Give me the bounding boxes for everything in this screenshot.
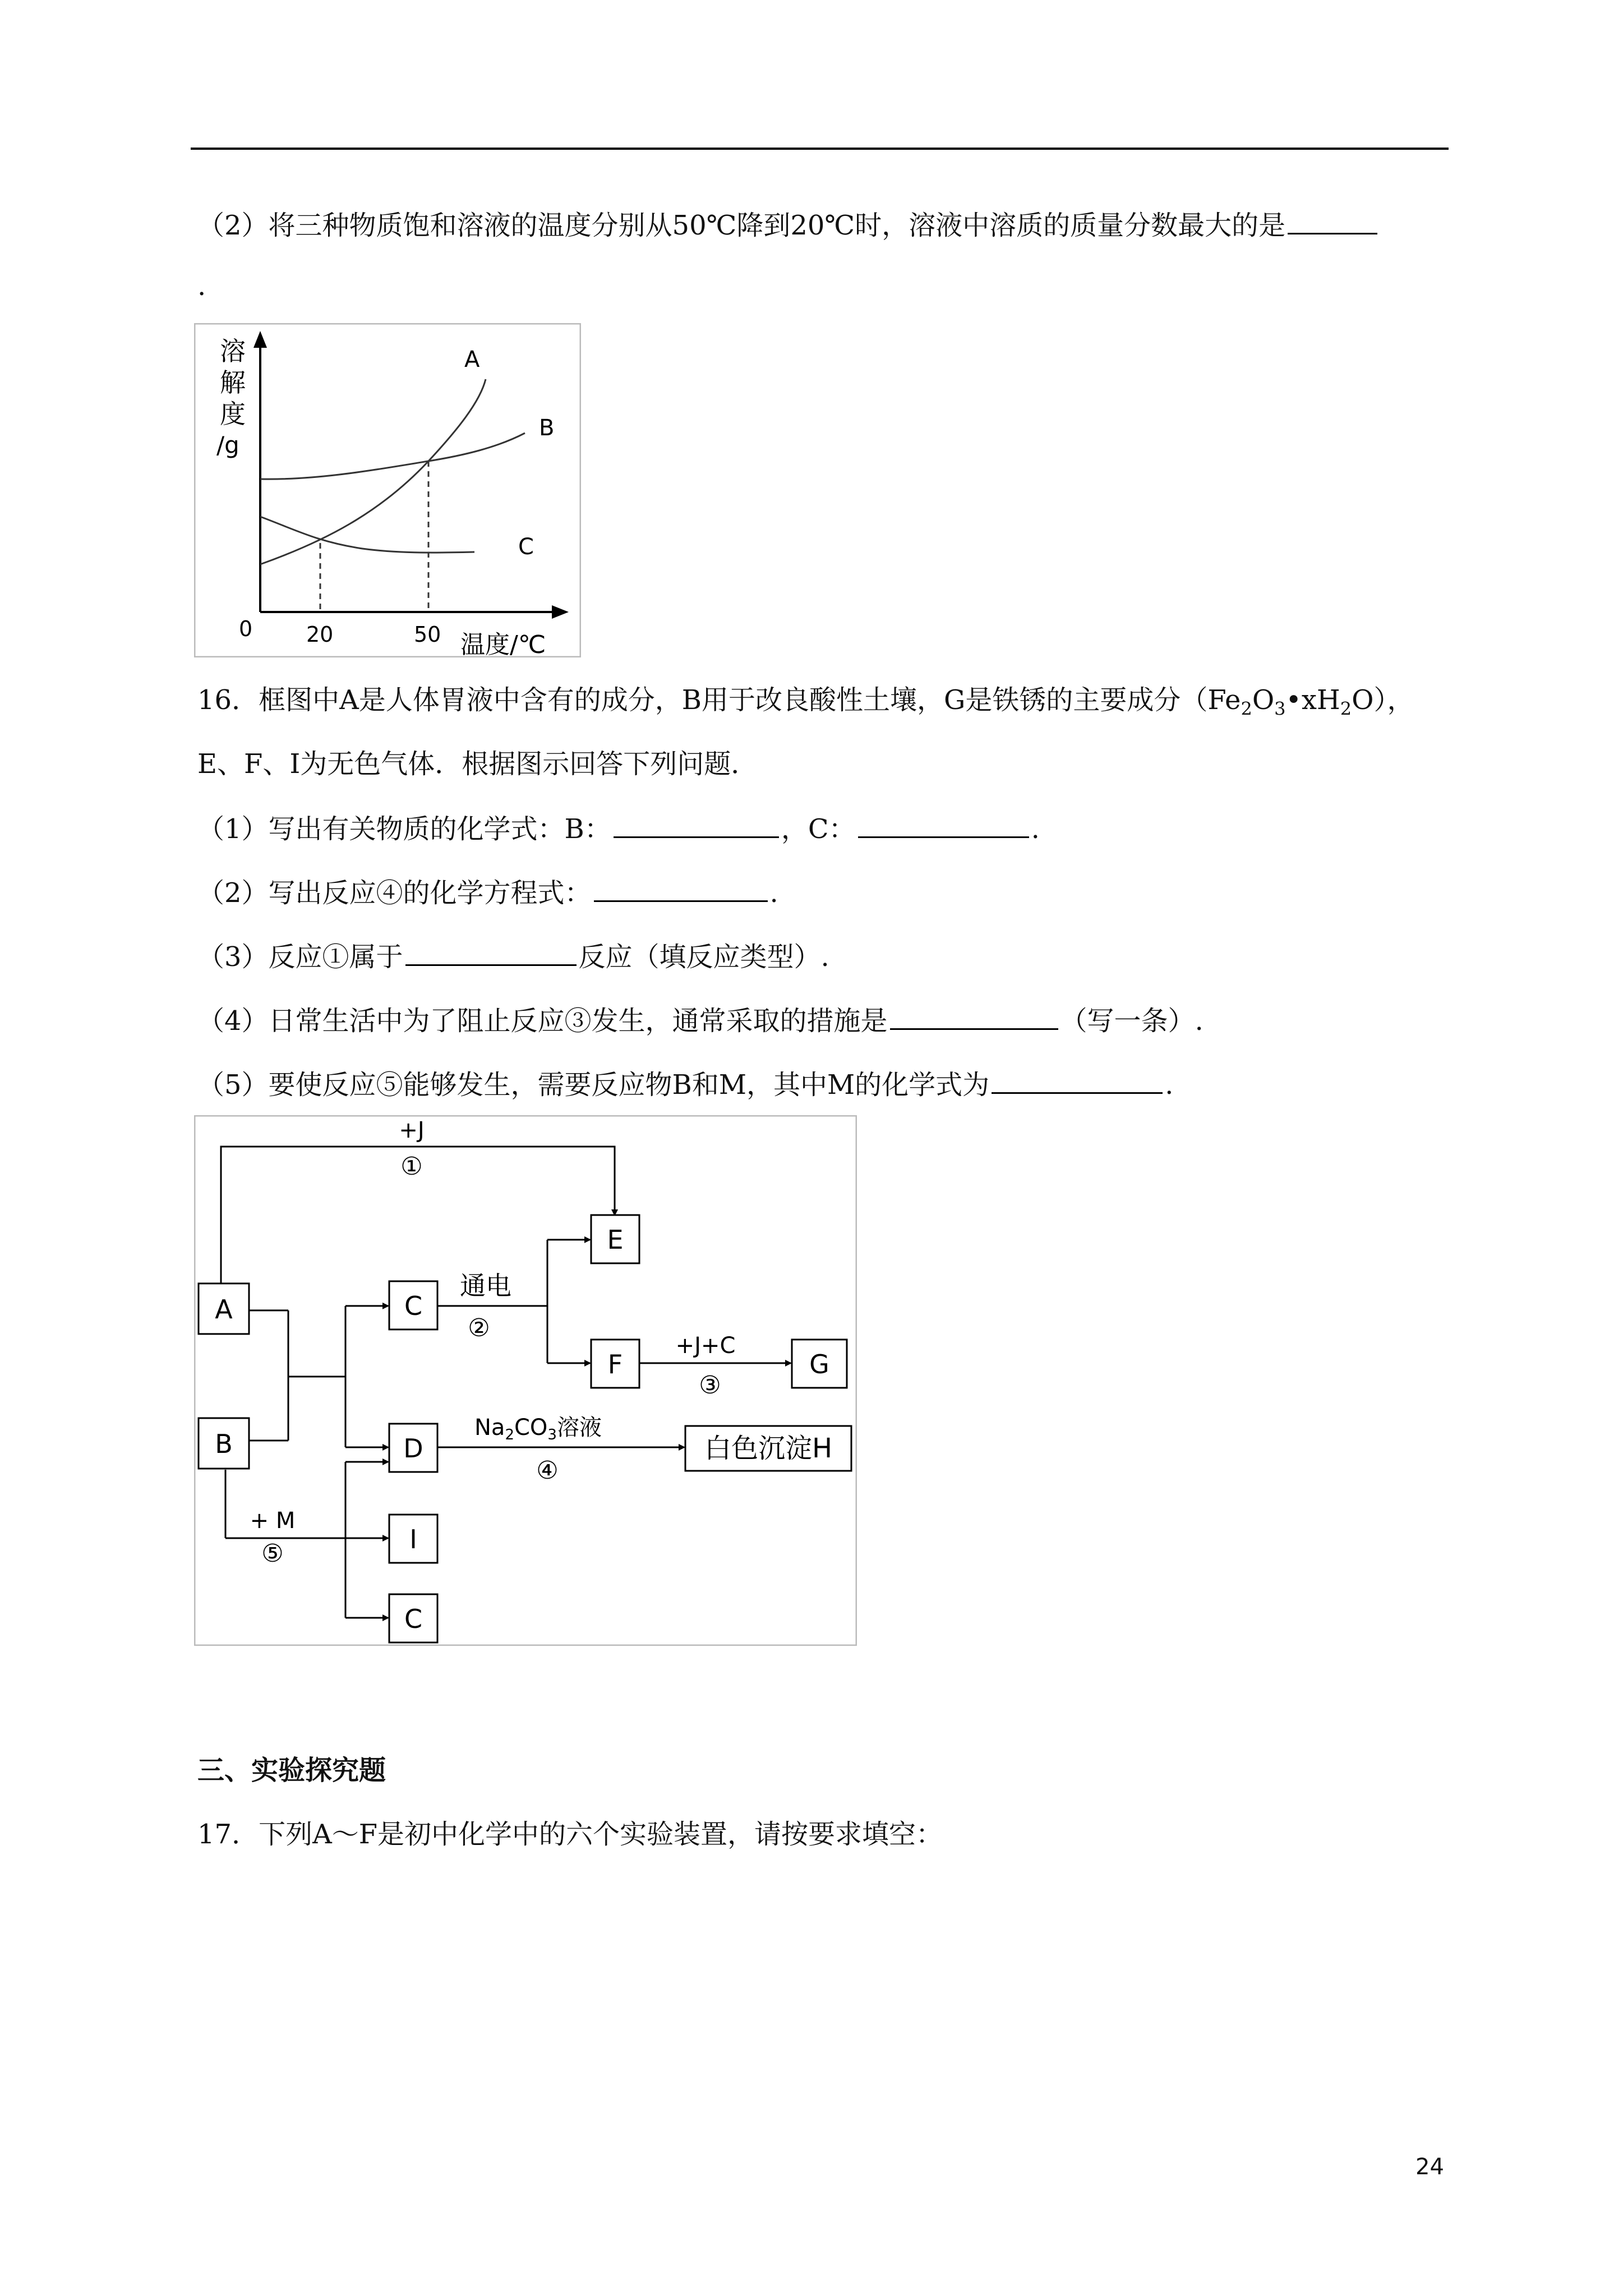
q15-part2-tail: . <box>197 270 206 302</box>
y-label-3: 度 <box>220 399 246 429</box>
q16-p2-b: . <box>769 877 778 909</box>
sub-2: 2 <box>1241 698 1252 720</box>
q16-p5-a: （5）要使反应⑤能够发生，需要反应物B和M，其中M的化学式为 <box>197 1069 990 1101</box>
box-c1-label: C <box>404 1291 423 1321</box>
label-r5: ⑤ <box>261 1539 284 1568</box>
q16-intro-line1 <box>197 683 1414 726</box>
box-f-label: F <box>607 1349 623 1379</box>
q16-p1-a: （1）写出有关物质的化学式：B： <box>197 813 611 845</box>
answer-blank[interactable] <box>1288 210 1377 234</box>
q16-p2-a: （2）写出反应④的化学方程式： <box>197 877 592 909</box>
answer-blank-eq4[interactable] <box>594 878 768 902</box>
label-plus-j: +J <box>399 1117 425 1143</box>
origin-label: 0 <box>239 616 253 641</box>
box-c2-label: C <box>404 1604 423 1634</box>
answer-blank-type[interactable] <box>405 942 577 966</box>
q16-p4-a: （4）日常生活中为了阻止反应③发生，通常采取的措施是 <box>197 1005 888 1037</box>
label-r3: ③ <box>699 1371 721 1400</box>
solubility-chart <box>194 323 581 657</box>
answer-blank-b[interactable] <box>614 814 779 838</box>
label-tongdian: 通电 <box>460 1271 511 1301</box>
box-b-label: B <box>215 1429 233 1459</box>
q16-intro-1a: 16．框图中A是人体胃液中含有的成分，B用于改良酸性土壤，G是铁锈的主要成分（Fe <box>197 684 1241 716</box>
label-na2co3: $Na_2CO_3$溶液 <box>474 1415 602 1443</box>
q16-part5 <box>197 1068 1173 1102</box>
answer-blank-m[interactable] <box>992 1070 1163 1094</box>
box-h-label: 白色沉淀H <box>704 1433 833 1464</box>
curve-label-b: B <box>539 415 555 441</box>
q16-p3-b: 反应（填反应类型）. <box>578 941 829 973</box>
x-tick-20: 20 <box>306 622 334 647</box>
label-r1: ① <box>400 1152 423 1181</box>
section-3-title: 三、实验探究题 <box>197 1755 386 1786</box>
label-r4: ④ <box>536 1456 559 1485</box>
q16-p3-a: （3）反应①属于 <box>197 941 403 973</box>
q16-p4-b: （写一条）. <box>1060 1005 1204 1037</box>
q16-intro-line2: E、F、I为无色气体．根据图示回答下列问题． <box>197 748 758 780</box>
q16-intro-1b: O <box>1252 684 1275 716</box>
header-rule <box>191 148 1449 150</box>
y-label-2: 解 <box>220 367 246 398</box>
x-tick-50: 50 <box>414 622 441 647</box>
box-g-label: G <box>809 1349 829 1379</box>
q16-part2 <box>197 876 778 910</box>
q16-part1 <box>197 812 1040 846</box>
q17-text: 17．下列A～F是初中化学中的六个实验装置，请按要求填空： <box>197 1819 943 1850</box>
q16-p1-b: ，C： <box>781 813 856 845</box>
q16-part4 <box>197 1004 1204 1038</box>
q16-p5-b: . <box>1165 1069 1174 1101</box>
q16-part3 <box>197 940 829 974</box>
x-label: 温度/℃ <box>460 631 546 657</box>
label-r2: ② <box>468 1314 490 1342</box>
q16-p1-c: . <box>1031 813 1040 845</box>
box-i-label: I <box>409 1524 417 1554</box>
sub-3: 3 <box>1274 698 1286 720</box>
answer-blank-measure[interactable] <box>890 1006 1058 1030</box>
label-plus-jc: +J+C <box>675 1333 736 1359</box>
q15-part2-text: （2）将三种物质饱和溶液的温度分别从50℃降到20℃时，溶液中溶质的质量分数最大的是 <box>197 210 1286 241</box>
reaction-flow-diagram <box>194 1115 857 1646</box>
curve-label-a: A <box>464 347 480 372</box>
y-label-4: /g <box>216 431 239 459</box>
box-d-label: D <box>403 1433 423 1464</box>
page-number: 24 <box>1415 2154 1444 2180</box>
q16-intro-1c: •xH <box>1285 684 1340 716</box>
y-label-1: 溶 <box>220 336 246 366</box>
label-plus-m: + M <box>250 1508 296 1534</box>
box-e-label: E <box>607 1225 624 1255</box>
curve-label-c: C <box>518 534 534 560</box>
sub-2b: 2 <box>1340 698 1352 720</box>
answer-blank-c[interactable] <box>858 814 1029 838</box>
box-a-label: A <box>215 1294 233 1324</box>
q15-part2 <box>197 209 1377 242</box>
q16-intro-1d: O）， <box>1352 684 1414 716</box>
